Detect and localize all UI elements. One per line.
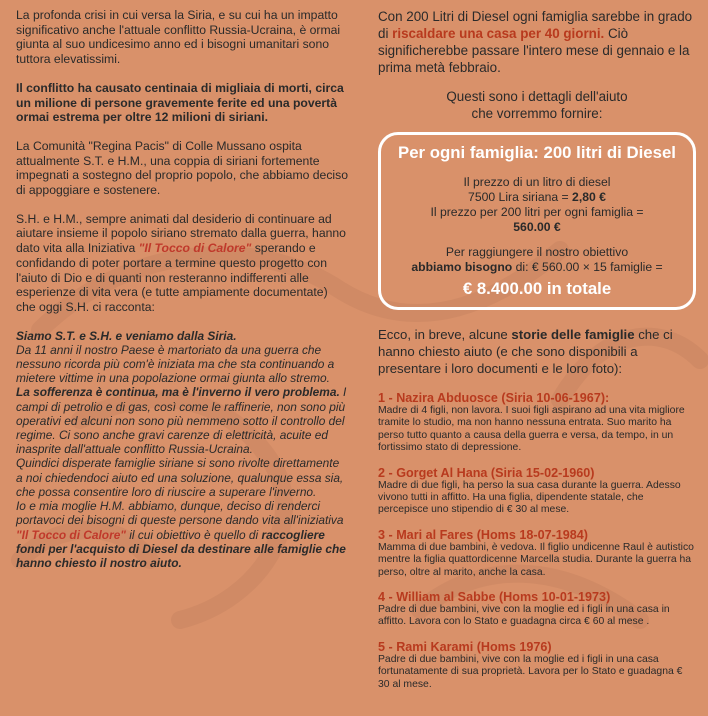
family-title: 1 - Nazira Abduosce (Siria 10-06-1967): <box>378 391 610 405</box>
conflict-paragraph: Il conflitto ha causato centinaia di migliaia di morti, circa un milione di persone gravemente ferite ed una povertà ormai estrema per oltre 12 milioni di siriani. <box>16 80 344 125</box>
details-heading: Questi sono i dettagli dell'aiuto che vorremmo fornire: <box>446 89 628 121</box>
goal-calc: abbiamo bisogno di: € 560.00 × 15 famiglie = <box>411 260 663 274</box>
family-text: Mamma di due bambini, è vedova. Il figlio undicenne Raul è autistico mentre la figlia quattordicenne Marcella studia. Durante la guerra ha perso, oltre al marito, anche la casa. <box>378 541 694 578</box>
initiative-paragraph: S.H. e H.M., sempre animati dal desiderio di continuare ad aiutare insieme il popolo siriano stremato dalla guerra, hanno dato vita alla Iniziativa "Il Tocco di Calore" sperando e confidando di poter portare a termine questo progetto con l'aiuto di Dio e di quanti non resteranno indifferenti alle esperienze di vita vera (e tutte ampiamente documentate) che oggi S.H. ci racconta: <box>16 211 346 314</box>
family-item <box>378 590 696 629</box>
story-paragraph-2: La sofferenza è continua, ma è l'inverno il vero problema. I campi di petrolio e di gas, così come le raffinerie, non sono più operativi ed alcuni non sono più nemmeno sotto il controllo del regime. Ci sono anche gravi carenze di elettricità, acuite ed inasprite dall'attuale conflitto Russia-Ucraina. <box>16 385 347 457</box>
left-column <box>16 8 348 570</box>
diesel-intro: Con 200 Litri di Diesel ogni famiglia sarebbe in grado di riscaldare una casa per 40 giorni. Ciò significherebbe passare l'intero mese di gennaio e la prima metà febbraio. <box>378 9 693 75</box>
story-title: Siamo S.T. e S.H. e veniamo dalla Siria. <box>16 328 237 343</box>
community-paragraph: La Comunità "Regina Pacis" di Colle Mussano ospita attualmente S.T. e H.M., una coppia di siriani fortemente impegnati a sostegno del proprio popolo, che abbiamo deciso di appoggiare e sostenere. <box>16 138 348 198</box>
story-paragraph-1: Da 11 anni il nostro Paese è martoriato da una guerra che nessuno ricorda più com'è iniziata ma che sta continuando a mietere vittime in una popolazione ormai giunta allo stremo. <box>16 342 335 386</box>
initiative-name: "Il Tocco di Calore" <box>138 241 252 256</box>
family-text: Madre di 4 figli, non lavora. I suoi figli aspirano ad una vita migliore tramite lo studio, ma non hanno nessuna entrata. Suo marito ha perso tutto quanto a causa della guerra e versa, da tempo, in un fortissimo stato di depressione. <box>378 405 685 454</box>
family-title: 4 - William al Sabbe (Homs 10-01-1973) <box>378 590 611 605</box>
family-item <box>378 466 696 517</box>
family-price-label: Il prezzo per 200 litri per ogni famiglia = <box>430 205 644 219</box>
price-value: 7500 Lira siriana = 2,80 € <box>468 190 606 204</box>
family-item <box>378 528 696 579</box>
price-label: Il prezzo di un litro di diesel <box>463 175 611 189</box>
family-item <box>378 640 696 691</box>
intro-paragraph: La profonda crisi in cui versa la Siria, e su cui ha un impatto significativo anche l'attuale conflitto Russia-Ucraina, è ormai giunta al suo undicesimo anno ed i bisogni umanitari sono tuttora elevatissimi. <box>16 8 341 67</box>
story-paragraph-4: Io e mia moglie H.M. abbiamo, dunque, deciso di renderci portavoci dei bisogni di queste persone dando vita all'iniziativa "Il Tocco di Calore" il cui obiettivo è quello di raccogliere fondi per l'acquisto di Diesel da destinare alle famiglie che hanno chiesto il nostro aiuto. <box>16 499 346 570</box>
family-item <box>378 391 696 455</box>
diesel-highlight: riscaldare una casa per 40 giorni. <box>392 26 605 41</box>
goal-label: Per raggiungere il nostro obiettivo <box>445 245 629 259</box>
family-price-value: 560.00 € <box>513 220 561 234</box>
family-text: Padre di due bambini, vive con la moglie ed i figli in una casa fortunatamente di sua proprietà. Lavora per lo Stato e guadagna € 30 al mese. <box>378 653 683 690</box>
families-intro: Ecco, in breve, alcune storie delle famiglie che ci hanno chiesto aiuto (e che sono disponibili a presentare i loro documenti e le loro foto): <box>378 327 673 376</box>
story-quote <box>16 329 348 570</box>
family-text: Padre di due bambini, vive con la moglie ed i figli in una casa in affitto. Lavora con lo Stato e guadagna circa € 60 al mese . <box>378 604 670 628</box>
family-text: Madre di due figli, ha perso la sua casa durante la guerra. Adesso vivono tutti in affitto. Ha una figlia, dipendente statale, che percepisce uno stipendio di € 30 al mese. <box>378 479 681 516</box>
family-title: 5 - Rami Karami (Homs 1976) <box>378 639 552 654</box>
family-list <box>378 391 696 691</box>
right-column <box>378 8 696 702</box>
goal-total: € 8.400.00 in totale <box>462 279 612 298</box>
donation-box <box>378 132 696 310</box>
family-title: 2 - Gorget Al Hana (Siria 15-02-1960) <box>378 465 595 480</box>
box-title: Per ogni famiglia: 200 litri di Diesel <box>398 143 676 162</box>
family-title: 3 - Mari al Fares (Homs 18-07-1984) <box>378 527 588 542</box>
story-paragraph-3: Quindici disperate famiglie siriane si sono rivolte direttamente a noi chiedendoci aiuto ed una soluzione, qualunque essa sia, che possa consentire loro di riuscire a superare l'inverno. <box>16 456 344 499</box>
